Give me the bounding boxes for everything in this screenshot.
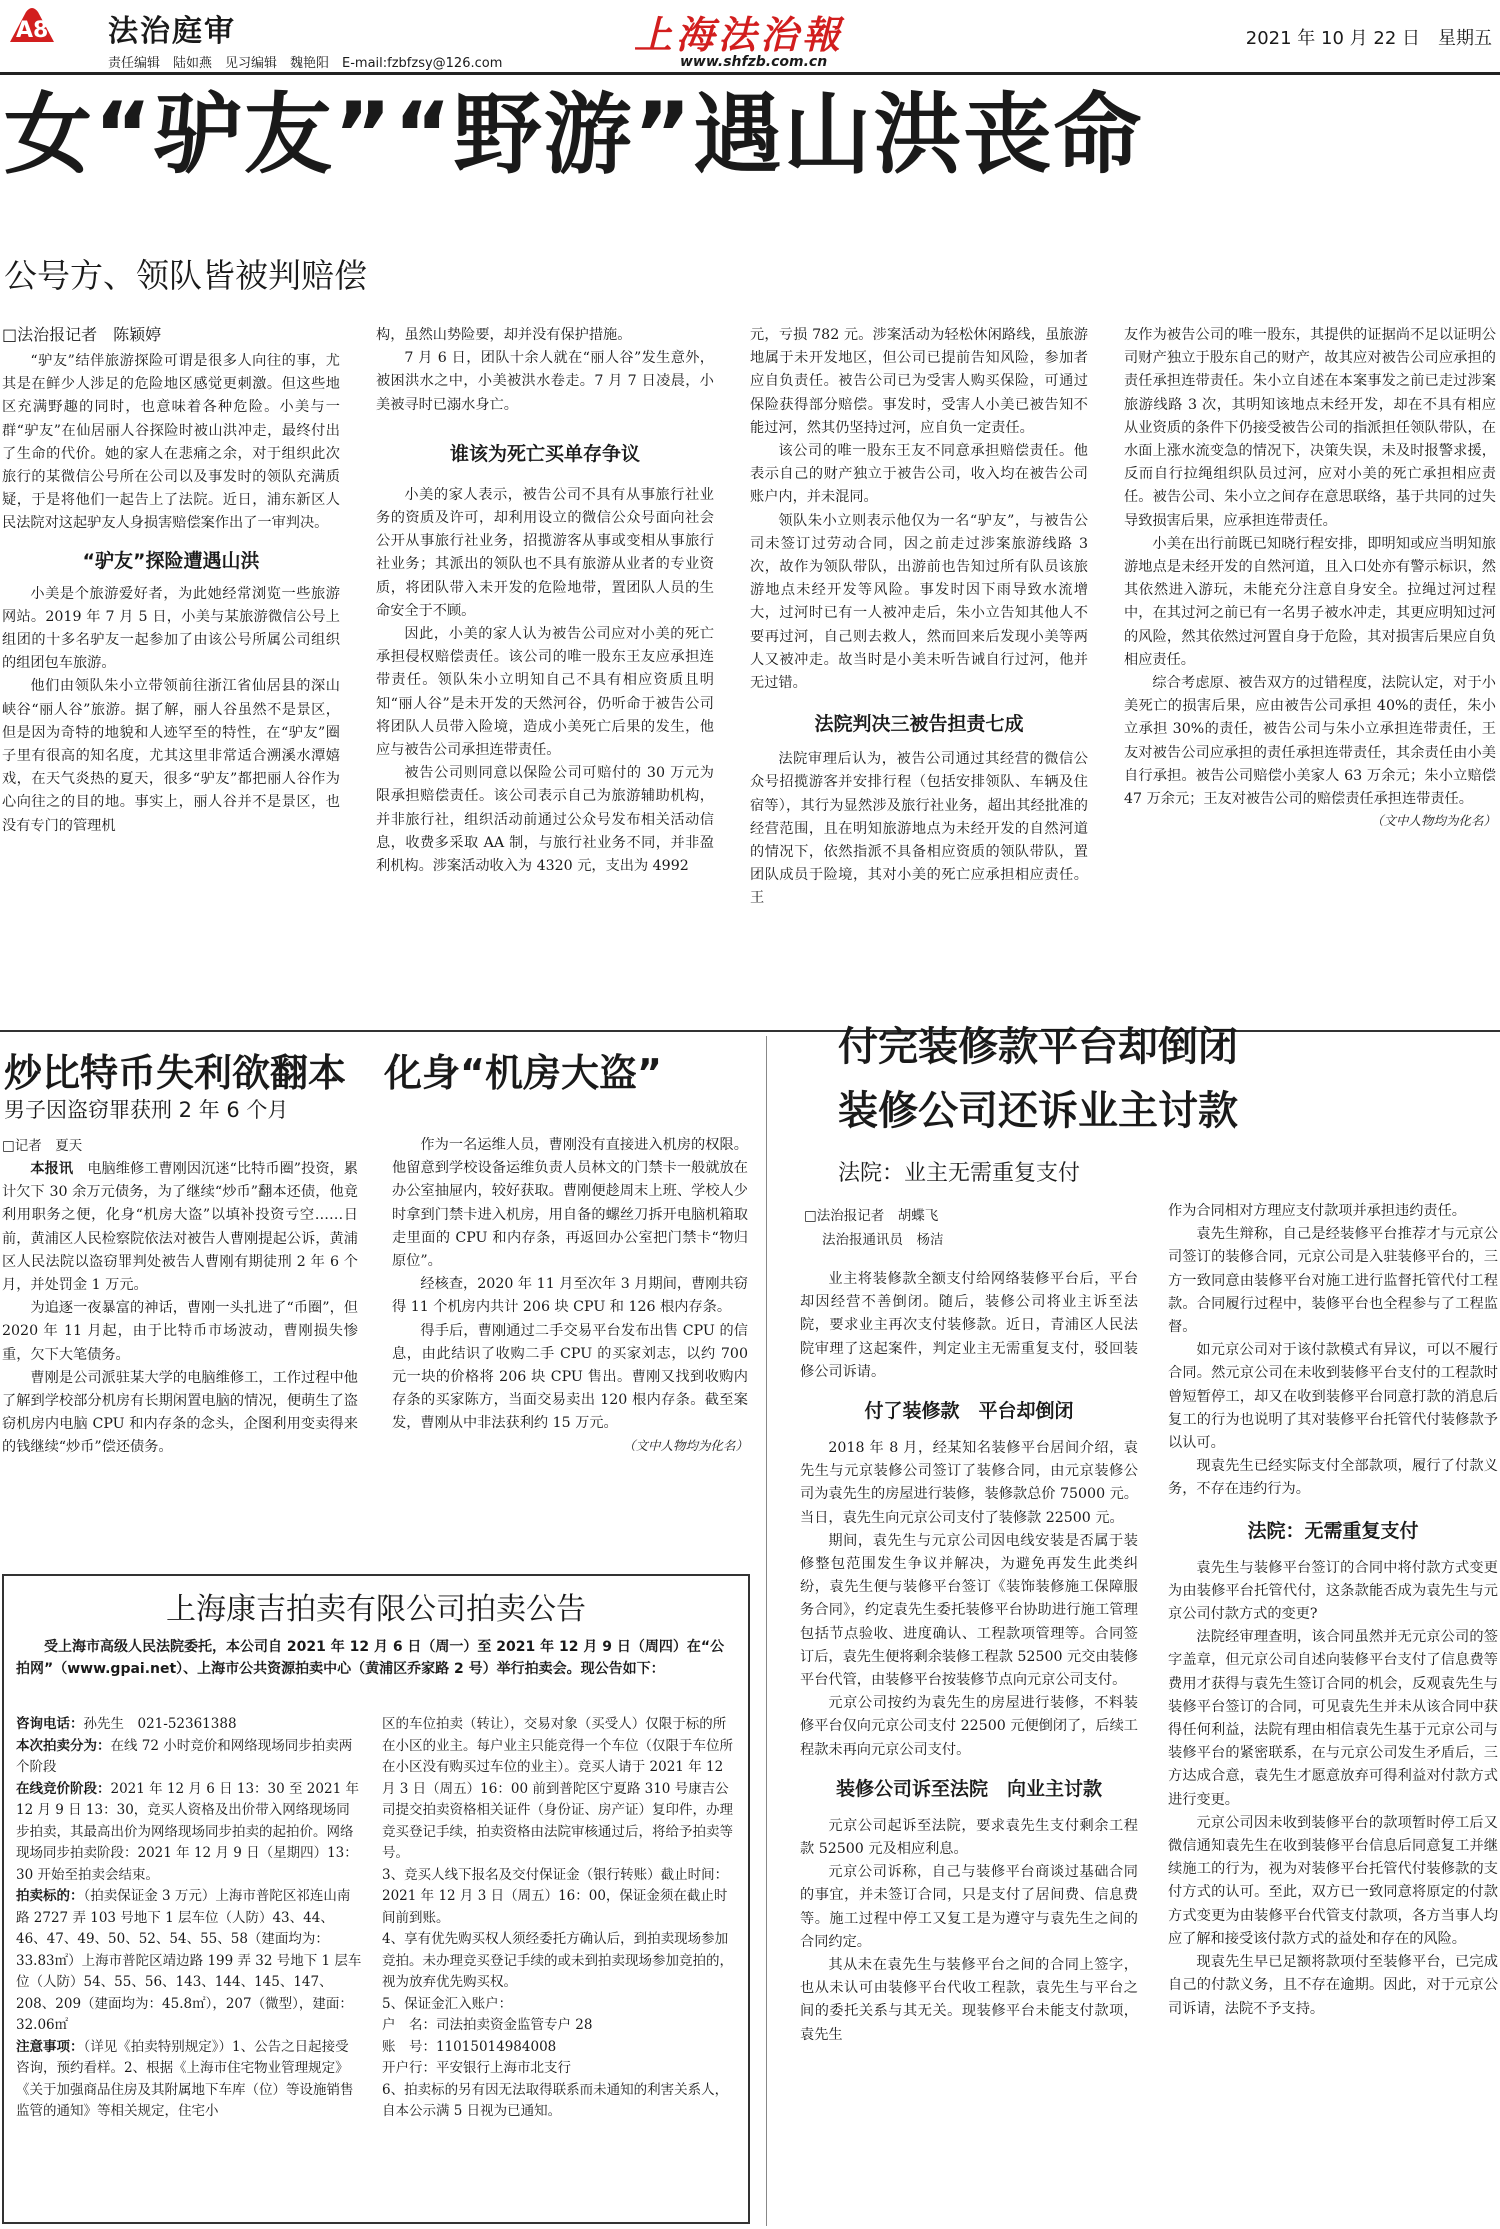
page-number: A8: [16, 18, 49, 43]
paragraph: 袁先生与装修平台签订的合同中将付款方式变更为由装修平台托管代付，这条款能否成为袁先生与元京公司付款方式的变更?: [1168, 1559, 1498, 1623]
auction-item: 6、拍卖标的另有因无法取得联系而未通知的利害关系人，自本公示满 5 日视为已通知。: [382, 2081, 729, 2119]
auction-item: [16, 1714, 362, 1736]
auction-left-list: [16, 1714, 362, 2123]
paragraph: 元京公司按约为袁先生的房屋进行装修，不料装修平台仅向元京公司支付 22500 元便倒闭了，后续工程款未再向元京公司支付。: [800, 1695, 1138, 1758]
article1-column-3: [750, 324, 1088, 1014]
paragraph: 该公司的唯一股东王友不同意承担赔偿责任。他表示自己的财产独立于被告公司，收入均在被告公司账户内，并未混同。: [750, 443, 1088, 506]
newspaper-name: 上海法治報: [634, 12, 845, 57]
newspaper-url: www.shfzb.com.cn: [680, 54, 828, 70]
paragraph: 法院经审理查明，该合同虽然并无元京公司的签字盖章，但元京公司自述向装修平台支付了信息费等费用才获得与袁先生签订合同的机会，反观袁先生与装修平台签订的合同，可见袁先生并未从该合同中获得任何利益，法院有理由相信袁先生基于元京公司与装修平台的紧密联系，在与元京公司发生矛盾后，三方达成合意，袁先生才愿意放弃可得利益对付款方式进行变更。: [1168, 1629, 1498, 1808]
paragraph: 7 月 6 日，团队十余人就在“丽人谷”发生意外，被困洪水之中，小美被洪水卷走。7 月 7 日凌晨，小美被寻时已溺水身亡。: [376, 350, 714, 413]
auction-item: 开户行：平安银行上海市北支行: [382, 2060, 571, 2076]
paragraph: 得手后，曹刚通过二手交易平台发布出售 CPU 的信息，由此结识了收购二手 CPU 的买家刘志，以约 700 元一块的价格将 206 块 CPU 售出。曹刚又找到收购内存条的买家陈方，当面交易卖出 120 根内存条。截至案发，曹刚从中非法获利约 15 万元。: [392, 1322, 748, 1432]
auction-item: [16, 1886, 362, 2037]
auction-notice: [2, 1574, 750, 2224]
paragraph: 小美是个旅游爱好者，为此她经常浏览一些旅游网站。2019 年 7 月 5 日，小美与某旅游微信公号上组团的十多名驴友一起参加了由该公号所属公司组织的组团包车旅游。: [2, 585, 340, 672]
paragraph: 期间，袁先生与元京公司因电线安装是否属于装修整包范围发生争议并解决，为避免再发生此类纠纷，袁先生便与装修平台签订《装饰装修施工保障服务合同》，约定袁先生委托装修平台协助进行施工管理包括节点验收、进度确认、工程款项管理等。合同签订后，袁先生便将剩余装修工程款 52500 元交由装修平台代管，由装修平台按装修节点向元京公司支付。: [800, 1532, 1138, 1689]
article1-column-2: [376, 324, 714, 1014]
auction-item-value: 孙先生 021-52361388: [83, 1716, 237, 1732]
auction-item-value: 在线 72 小时竞价和网络现场同步拍卖两个阶段: [16, 1737, 353, 1775]
headline-article3-line2: 装修公司还诉业主讨款: [838, 1088, 1238, 1134]
auction-intro: 受上海市高级人民法院委托，本公司自 2021 年 12 月 6 日（周一）至 2021 年 12 月 9 日（周四）在“公拍网”（www.gpai.net）、上海市公共资源拍卖中心（黄浦区乔家路 2 号）举行拍卖会。现公告如下：: [16, 1639, 725, 1677]
auction-right-col: [382, 1714, 738, 2222]
paragraph: 因此，小美的家人认为被告公司应对小美的死亡承担侵权赔偿责任。该公司的唯一股东王友应承担连带责任。领队朱小立明知自己不具有相应资质且明知“丽人谷”是未开发的天然河谷，仍听命于被告公司将团队人员带入险境，造成小美死亡后果的发生，他应与被告公司承担连带责任。: [376, 626, 714, 759]
paragraph: 元京公司诉称，自己与装修平台商谈过基础合同的事宜，并未签订合同，只是支付了居间费、信息费等。施工过程中停工又复工是为遵守与袁先生之间的合同约定。: [800, 1864, 1138, 1950]
paragraph: [2, 1158, 358, 1297]
headline-article2: 炒比特币失利欲翻本 化身“机房大盗”: [4, 1051, 662, 1095]
byline-article2: □记者 夏天: [2, 1138, 83, 1154]
auction-item-label: 注意事项：: [16, 2038, 84, 2055]
paragraph: 他们由领队朱小立带领前往浙江省仙居县的深山峡谷“丽人谷”旅游。据了解，丽人谷虽然不是景区，但是因为奇特的地貌和人迹罕至的特性，在“驴友”圈子里有很高的知名度，尤其这里非常适合溯溪水潭嬉戏，在天气炎热的夏天，很多“驴友”都把丽人谷作为心向往之的目的地。事实上，丽人谷并不是景区，也没有专门的管理机: [2, 678, 340, 834]
paragraph: 业主将装修款全额支付给网络装修平台后，平台却因经营不善倒闭。随后，装修公司将业主诉至法院，要求业主再次支付装修款。近日，青浦区人民法院审理了这起案件，判定业主无需重复支付，驳回装修公司诉请。: [800, 1271, 1138, 1380]
auction-item: [16, 1779, 362, 1887]
author-note: （文中人物均为化名）: [1370, 813, 1496, 829]
auction-item: 5、保证金汇入账户：: [382, 1995, 513, 2012]
section-heading: 谁该为死亡买单存争议: [449, 442, 640, 465]
auction-item: 区的车位拍卖（转让），交易对象（买受人）仅限于标的所在小区的业主。每户业主只能竞得一个车位（仅限于车位所在小区没有购买过车位的业主）。竞买人请于 2021 年 12 月 3 日（周五）16：00 前到普陀区宁夏路 310 号康吉公司提交拍卖资格相关证件（身份证、房产证）复印件，办理竞买登记手续，拍卖资格由法院审核通过后，将给予拍卖等号。: [382, 1716, 733, 1861]
paragraph: 2018 年 8 月，经某知名装修平台居间介绍，袁先生与元京装修公司签订了装修合同，由元京装修公司为袁先生的房屋进行装修，装修款总价 75000 元。当日，袁先生向元京公司支付了装修款 22500 元。: [800, 1440, 1138, 1526]
auction-left-col: [16, 1714, 362, 2222]
paragraph: 友作为被告公司的唯一股东，其提供的证据尚不足以证明公司财产独立于股东自己的财产，故其应对被告公司应承担的责任承担连带责任。朱小立自述在本案事发之前已走过涉案旅游线路 3 次，其明知该地点未经开发，却在不具有相应从业资质的条件下仍接受被告公司的指派担任领队带队，在水面上涨水流变急的情况下，决策失误，未及时报警求援，反而自行拉绳组织队员过河，应对小美的死亡承担相应责任。被告公司、朱小立之间存在意思联络，基于共同的过失导致损害后果，应承担连带责任。: [1124, 327, 1496, 529]
subheadline-article3: 法院：业主无需重复支付: [838, 1161, 1081, 1186]
auction-item: 3、竞买人线下报名及交付保证金（银行转账）截止时间：2021 年 12 月 3 日（周五）16：00，保证金须在截止时间前到账。: [382, 1866, 729, 1926]
paragraph: 其从未在袁先生与装修平台之间的合同上签字，也从未认可由装修平台代收工程款，袁先生与平台之间的委托关系与其无关。现装修平台未能支付款项，袁先生: [800, 1957, 1138, 2043]
paragraph: 被告公司则同意以保险公司可赔付的 30 万元为限承担赔偿责任。该公司表示自己为旅游辅助机构，并非旅行社，组织活动前通过公众号发布相关活动信息，收费多采取 AA 制，与旅行社业务不同，并非盈利机构。涉案活动收入为 4320 元，支出为 4992: [376, 765, 714, 875]
article3-column-1: [800, 1268, 1138, 2226]
subheadline-article2: 男子因盗窃罪获刑 2 年 6 个月: [4, 1098, 289, 1122]
byline-article3-1: □法治报记者 胡蝶飞: [804, 1208, 939, 1224]
auction-item: 账 号：11015014984008: [382, 2038, 557, 2055]
page-badge: [6, 6, 56, 46]
paragraph: 小美的家人表示，被告公司不具有从事旅行社业务的资质及许可，却利用设立的微信公众号面向社会公开从事旅行社业务，招揽游客从事或变相从事旅行社业务；其派出的领队也不具有旅游从业者的专业资质，将团队带入未开发的危险地带，置团队人员的生命安全于不顾。: [376, 486, 714, 619]
auction-item: [16, 2037, 362, 2123]
paragraph: “驴友”结伴旅游探险可谓是很多人向往的事，尤其是在鲜少人涉足的危险地区感觉更刺激。但这些地区充满野趣的同时，也意味着各种危险。小美与一群“驴友”在仙居丽人谷探险时被山洪冲走，最终付出了生命的代价。她的家人在悲痛之余，对于组织此次旅行的某微信公号所在公司以及事发时的领队充满质疑，于是将他们一起告上了法院。近日，浦东新区人民法院对这起驴友人身损害赔偿案作出了一审判决。: [2, 353, 340, 532]
paragraph: 现袁先生早已足额将款项付至装修平台，已完成自己的付款义务，且不存在逾期。因此，对于元京公司诉请，法院不予支持。: [1168, 1954, 1498, 2017]
auction-item-value: （拍卖保证金 3 万元）上海市普陀区祁连山南路 2727 弄 103 号地下 1 层车位（人防）43、44、46、47、49、50、52、54、55、58（建面均为：33.83㎡）上海市普陀区靖边路 199 弄 32 号地下 1 层车位（人防）54、55、56、143、144、145、147、208、209（建面均为：45.8㎡），207（微型），建面：32.06㎡: [16, 1888, 362, 2033]
paragraph: 为追逐一夜暴富的神话，曹刚一头扎进了“币圈”，但 2020 年 11 月起，由于比特币市场波动，曹刚损失惨重，欠下大笔债务。: [2, 1300, 358, 1363]
paragraph: 曹刚是公司派驻某大学的电脑维修工，工作过程中他了解到学校部分机房有长期闲置电脑的情况，便萌生了盗窃机房内电脑 CPU 和内存条的念头，企图利用变卖得来的钱继续“炒币”偿还债务。: [2, 1369, 358, 1456]
section-heading: 法院：无需重复支付: [1247, 1519, 1419, 1542]
article2-column-2: [392, 1134, 748, 1554]
auction-right-list: [382, 1714, 738, 2123]
paragraph: 法院审理后认为，被告公司通过其经营的微信公众号招揽游客并安排行程（包括安排领队、车辆及住宿等），其行为显然涉及旅行社业务，超出其经批准的经营范围，且在明知旅游地点为未经开发的自然河道的情况下，依然指派不具备相应资质的领队带队，置团队成员于险境，其对小美的死亡应承担相应责任。王: [750, 751, 1088, 907]
section-heading: 付了装修款 平台却倒闭: [864, 1400, 1074, 1423]
paragraph-text: 电脑维修工曹刚因沉迷“比特币圈”投资，累计欠下 30 余万元债务，为了继续“炒币”翻本还债，他竟利用职务之便，化身“机房大盗”以填补投资亏空……日前，黄浦区人民检察院依法对被告人曹刚提起公诉，黄浦区人民法院以盗窃罪判处被告人曹刚有期徒刑 2 年 6 个月，并处罚金 1 万元。: [2, 1161, 358, 1294]
section-heading: 装修公司诉至法院 向业主讨款: [835, 1777, 1102, 1800]
header-rule: [0, 72, 1500, 75]
lead-tag: 本报讯: [30, 1161, 74, 1177]
byline-article3-2: 法治报通讯员 杨洁: [822, 1232, 944, 1248]
paragraph: 综合考虑原、被告双方的过错程度，法院认定，对于小美死亡的损害后果，应由被告公司承担 40%的责任，朱小立承担 30%的责任，被告公司与朱小立承担连带责任，王友对被告公司应承担的责任承担连带责任，其余责任由小美自行承担。被告公司赔偿小美家人 63 万余元；朱小立赔偿 47 万余元；王友对被告公司的赔偿责任承担连带责任。: [1124, 675, 1496, 808]
section-heading: “驴友”探险遭遇山洪: [82, 549, 260, 572]
paragraph: 领队朱小立则表示他仅为一名“驴友”，与被告公司未签订过劳动合同，因之前走过涉案旅游线路 3 次，故作为领队带队，出游前也告知过所有队员该旅游地点未经开发等风险。事发时因下雨导致水流增大，过河时已有一人被冲走后，朱小立告知其他人不要再过河，自己则去救人，然而回来后发现小美等两人又被冲走。故当时是小美未听告诫自行过河，他并无过错。: [750, 512, 1088, 692]
paragraph: 构，虽然山势险要，却并没有保护措施。: [376, 327, 632, 343]
paragraph: 元京公司因未收到装修平台的款项暂时停工后又微信通知袁先生在收到装修平台信息后同意复工并继续施工的行为，视为对装修平台托管代付装修款的支付方式的认可。至此，双方已一致同意将原定的付款方式变更为由装修平台代管支付款项，各方当事人均应了解和接受该付款方式的益处和存在的风险。: [1168, 1814, 1498, 1947]
auction-item-label: 拍卖标的：: [16, 1888, 84, 1904]
auction-item: 户 名：司法拍卖资金监管专户 28: [382, 2017, 593, 2033]
article1-column-1: [2, 350, 340, 1010]
headline-article1: 女“驴友”“野游”遇山洪丧命: [4, 83, 1144, 186]
section-heading: 法院判决三被告担责七成: [814, 713, 1024, 736]
byline-article1: □法治报记者 陈颖婷: [2, 325, 162, 344]
auction-item-value: 2021 年 12 月 6 日 13：30 至 2021 年 12 月 9 日 13：30，竞买人资格及出价带入网络现场同步拍卖，其最高出价为网络现场同步拍卖的起拍价。网络现场同步拍卖阶段：2021 年 12 月 9 日（星期四）13：30 开始至拍卖会结束。: [16, 1780, 359, 1883]
author-note: （文中人物均为化名）: [622, 1437, 748, 1453]
paragraph: 作为一名运维人员，曹刚没有直接进入机房的权限。他留意到学校设备运维负责人员林文的门禁卡一般就放在办公室抽屉内，较好获取。曹刚便趁周末上班、学校人少时拿到门禁卡进入机房，用自备的螺丝刀拆开电脑机箱取走里面的 CPU 和内存条，再返回办公室把门禁卡“物归原位”。: [392, 1137, 748, 1270]
paragraph: 元京公司起诉至法院，要求袁先生支付剩余工程款 52500 元及相应利息。: [800, 1817, 1138, 1858]
paragraph: 经核查，2020 年 11 月至次年 3 月期间，曹刚共窃得 11 个机房内共计 206 块 CPU 和 126 根内存条。: [392, 1276, 748, 1316]
article1-bottom-rule: [0, 1030, 1500, 1032]
article3-column-2: [1168, 1200, 1498, 2226]
issue-date: 2021 年 10 月 22 日 星期五: [1245, 28, 1492, 49]
article2-column-1: [2, 1158, 358, 1538]
subheadline-article1: 公号方、领队皆被判赔偿: [4, 256, 367, 295]
editors-line: 责任编辑 陆如燕 见习编辑 魏艳阳 E-mail:fzbfzsy@126.com: [108, 56, 503, 71]
auction-item: [16, 1736, 362, 1779]
section-title: 法治庭审: [108, 14, 236, 49]
paragraph: 作为合同相对方理应支付款项并承担违约责任。: [1168, 1203, 1466, 1219]
auction-title: 上海康吉拍卖有限公司拍卖公告: [166, 1592, 586, 1627]
paragraph: 现袁先生已经实际支付全部款项，履行了付款义务，不存在违约行为。: [1168, 1458, 1498, 1498]
auction-item-value: （详见《拍卖特别规定》）1、公告之日起接受咨询，预约看样。2、根据《上海市住宅物业管理规定》《关于加强商品住房及其附属地下车库（位）等设施销售监管的通知》等相关规定，住宅小: [16, 2038, 354, 2119]
paragraph: 元，亏损 782 元。涉案活动为轻松休闲路线，虽旅游地属于未开发地区，但公司已提前告知风险，参加者应自负责任。被告公司已为受害人购买保险，可通过保险获得部分赔偿。事发时，受害人小美已被告知不能过河，然其仍坚持过河，应自负一定责任。: [750, 327, 1088, 436]
article-divider-vertical: [766, 1036, 767, 2226]
article1-column-4: [1124, 324, 1496, 1024]
auction-item: 4、享有优先购买权人须经委托方确认后，到拍卖现场参加竞拍。未办理竞买登记手续的或未到拍卖现场参加竞拍的，视为放弃优先购买权。: [382, 1931, 733, 1990]
paragraph: 小美在出行前既已知晓行程安排，即明知或应当明知旅游地点是未经开发的自然河道，且入口处亦有警示标识，然其依然进入游玩，未能充分注意自身安全。拉绳过河过程中，在其过河之前已有一名男子被水冲走，其更应明知过河的风险，然其依然过河置自身于危险，其对损害后果应自负相应责任。: [1124, 535, 1496, 668]
auction-item-label: 在线竞价阶段：: [16, 1780, 111, 1797]
auction-item-label: 咨询电话：: [16, 1716, 84, 1732]
paragraph: 袁先生辩称，自己是经装修平台推荐才与元京公司签订的装修合同，元京公司是入驻装修平台的，三方一致同意由装修平台对施工进行监督托管代付工程款。合同履行过程中，装修平台也全程参与了工程监督。: [1168, 1226, 1498, 1336]
headline-article3-line1: 付完装修款平台却倒闭: [838, 1024, 1238, 1070]
auction-item-label: 本次拍卖分为：: [16, 1737, 111, 1754]
page-header: [0, 0, 1500, 72]
paragraph: 如元京公司对于该付款模式有异议，可以不履行合同。然元京公司在未收到装修平台支付的工程款时曾短暂停工，却又在收到装修平台同意打款的消息后复工的行为也说明了其对装修平台托管代付装修款予以认可。: [1168, 1342, 1498, 1452]
